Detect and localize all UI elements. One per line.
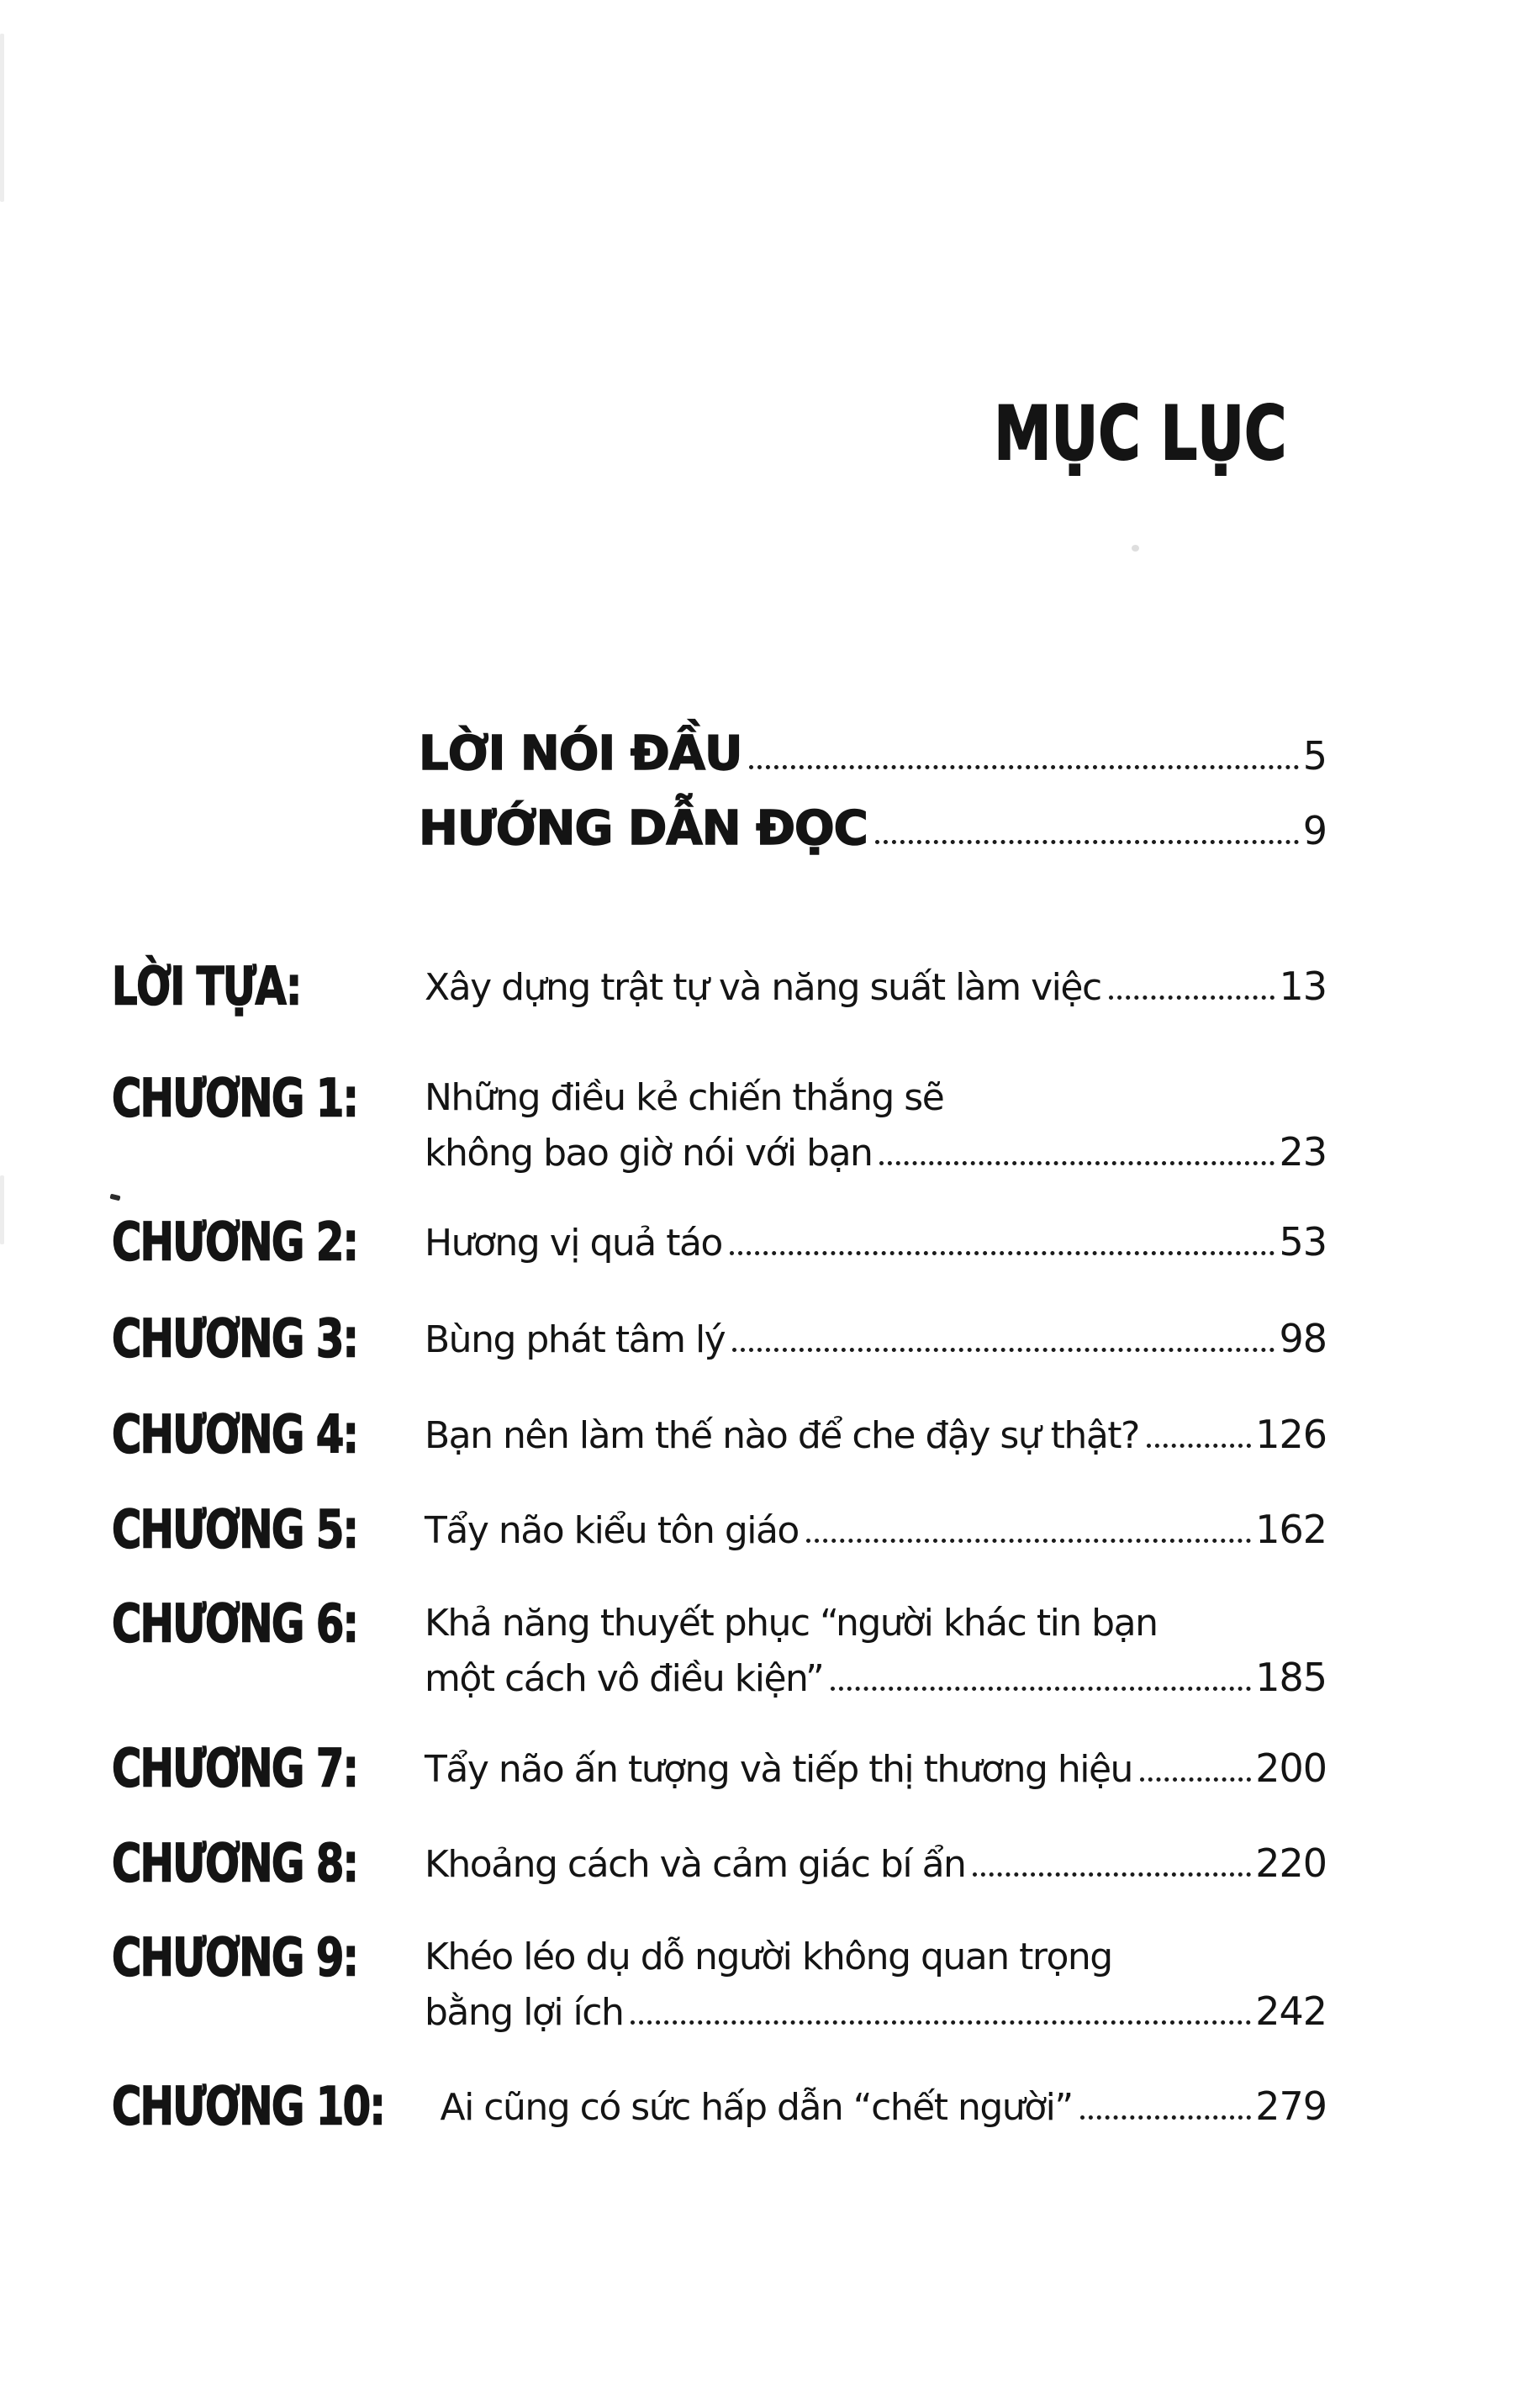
- toc-line: [425, 959, 1327, 1015]
- dotted-leader: [806, 1539, 1251, 1543]
- entry-text: Ai cũng có sức hấp dẫn “chết người”: [440, 2086, 1073, 2129]
- toc-line: [419, 725, 1327, 785]
- page-number: 13: [1279, 964, 1327, 1009]
- entry-text: Hương vị quả táo: [425, 1222, 722, 1265]
- entry-content: [425, 1741, 1327, 1797]
- entry-text: bằng lợi ích: [425, 1991, 624, 2034]
- page-number: 98: [1279, 1316, 1327, 1361]
- dotted-leader: [1080, 2115, 1252, 2120]
- dotted-leader: [973, 1872, 1251, 1877]
- toc-entry-row: [112, 2075, 1327, 2137]
- page-number: 162: [1255, 1507, 1327, 1552]
- dotted-leader: [730, 1251, 1275, 1255]
- chapter-label: CHƯƠNG 6:: [112, 1592, 358, 1655]
- toc-line: [425, 1125, 1327, 1180]
- toc-line: [440, 2079, 1327, 2135]
- page-number: 220: [1255, 1840, 1327, 1886]
- entry-text: Khéo léo dụ dỗ người không quan trọng: [425, 1935, 1112, 1978]
- toc-line: [425, 1930, 1327, 1984]
- toc-line: [419, 800, 1327, 860]
- toc-line: [425, 1215, 1327, 1270]
- toc-line: [425, 1312, 1327, 1367]
- toc-entry-row: [112, 1307, 1327, 1370]
- front-matter-title: HƯỚNG DẪN ĐỌC: [419, 801, 868, 856]
- dotted-leader: [875, 840, 1299, 844]
- entry-content: [425, 1071, 1327, 1180]
- page-number: 53: [1279, 1219, 1327, 1265]
- entry-text: Bạn nên làm thế nào để che đậy sự thật?: [425, 1414, 1139, 1457]
- chapter-label: CHƯƠNG 10:: [112, 2075, 385, 2137]
- scan-edge-mark: [0, 1175, 4, 1244]
- entry-text: Tẩy não ấn tượng và tiếp thị thương hiệu: [425, 1748, 1132, 1791]
- chapter-label: CHƯƠNG 5:: [112, 1498, 358, 1560]
- chapter-label: CHƯƠNG 7:: [112, 1737, 358, 1799]
- entry-content: [425, 1597, 1327, 1706]
- chapter-label-col: [112, 1307, 425, 1370]
- toc-line: [425, 1502, 1327, 1558]
- page-number: 9: [1302, 808, 1327, 853]
- entry-content: [425, 1502, 1327, 1558]
- chapter-label: CHƯƠNG 3:: [112, 1307, 358, 1370]
- page-number: 242: [1255, 1988, 1327, 2034]
- toc-line: [425, 1597, 1327, 1650]
- chapter-label-col: [112, 1737, 425, 1799]
- toc-entry-row: [112, 1498, 1327, 1560]
- entry-content: [425, 1407, 1327, 1463]
- page-title: MỤC LỤC: [993, 390, 1286, 477]
- toc-line: [425, 1984, 1327, 2040]
- toc-line: [425, 1071, 1327, 1125]
- page-number: 185: [1255, 1655, 1327, 1700]
- toc-entry-row: [112, 1067, 1327, 1180]
- stray-ink-mark: [109, 1194, 120, 1201]
- dotted-leader: [1109, 995, 1275, 1000]
- toc-line: [425, 1650, 1327, 1706]
- toc-line: [425, 1741, 1327, 1797]
- chapter-label: CHƯƠNG 9:: [112, 1926, 358, 1988]
- toc-front-content: [419, 725, 1327, 785]
- chapter-label-col: [112, 955, 425, 1017]
- page-number: 200: [1255, 1745, 1327, 1791]
- dotted-leader: [749, 765, 1298, 769]
- toc-front-row: [419, 725, 1327, 785]
- chapter-label: CHƯƠNG 1:: [112, 1067, 358, 1129]
- entry-text: Khả năng thuyết phục “người khác tin bạn: [425, 1602, 1158, 1645]
- entry-content: [425, 1215, 1327, 1270]
- chapter-label-col: [112, 1592, 425, 1655]
- toc-entry-row: [112, 1737, 1327, 1799]
- toc-front-row: [419, 800, 1327, 860]
- chapter-label: CHƯƠNG 4:: [112, 1403, 358, 1465]
- entry-text: một cách vô điều kiện”: [425, 1657, 824, 1700]
- toc-line: [425, 1407, 1327, 1463]
- entry-text: Xây dựng trật tự và năng suất làm việc: [425, 966, 1101, 1009]
- entry-content: [425, 1836, 1327, 1892]
- entry-content: [425, 1930, 1327, 2040]
- chapter-label: CHƯƠNG 2:: [112, 1211, 358, 1273]
- dotted-leader: [879, 1161, 1275, 1165]
- toc-entry-row: [112, 1211, 1327, 1273]
- chapter-label-col: [112, 1211, 425, 1273]
- chapter-label-col: [112, 1926, 425, 1988]
- toc-entry-row: [112, 1926, 1327, 2040]
- page-number: 5: [1302, 733, 1327, 779]
- toc-entry-row: [112, 955, 1327, 1017]
- dotted-leader: [1147, 1444, 1251, 1448]
- page-number: 23: [1279, 1129, 1327, 1175]
- chapter-label-col: [112, 1403, 425, 1465]
- dotted-leader: [831, 1687, 1251, 1691]
- dotted-leader: [732, 1348, 1275, 1352]
- toc-entry-row: [112, 1592, 1327, 1706]
- chapter-label-col: [112, 1832, 425, 1894]
- scan-edge-mark: [0, 34, 4, 202]
- dotted-leader: [1140, 1777, 1251, 1782]
- toc-entry-row: [112, 1832, 1327, 1894]
- toc-entry-row: [112, 1403, 1327, 1465]
- entry-text: Những điều kẻ chiến thắng sẽ: [425, 1076, 944, 1119]
- entry-text: không bao giờ nói với bạn: [425, 1132, 873, 1175]
- page-number: 279: [1255, 2083, 1327, 2129]
- entry-text: Tẩy não kiểu tôn giáo: [425, 1509, 799, 1552]
- scan-speck: [1132, 545, 1139, 552]
- front-matter-title: LỜI NÓI ĐẦU: [419, 726, 742, 781]
- page-number: 126: [1255, 1412, 1327, 1457]
- chapter-label: CHƯƠNG 8:: [112, 1832, 358, 1894]
- toc-front-content: [419, 800, 1327, 860]
- entry-content: [440, 2079, 1327, 2135]
- chapter-label-col: [112, 1498, 425, 1560]
- chapter-label-col: [112, 1067, 425, 1129]
- chapter-label-col: [112, 2075, 440, 2137]
- dotted-leader: [631, 2020, 1251, 2025]
- toc-line: [425, 1836, 1327, 1892]
- entry-content: [425, 1312, 1327, 1367]
- entry-text: Khoảng cách và cảm giác bí ẩn: [425, 1843, 966, 1886]
- chapter-label: LỜI TỰA:: [112, 955, 301, 1017]
- entry-content: [425, 959, 1327, 1015]
- entry-text: Bùng phát tâm lý: [425, 1318, 726, 1361]
